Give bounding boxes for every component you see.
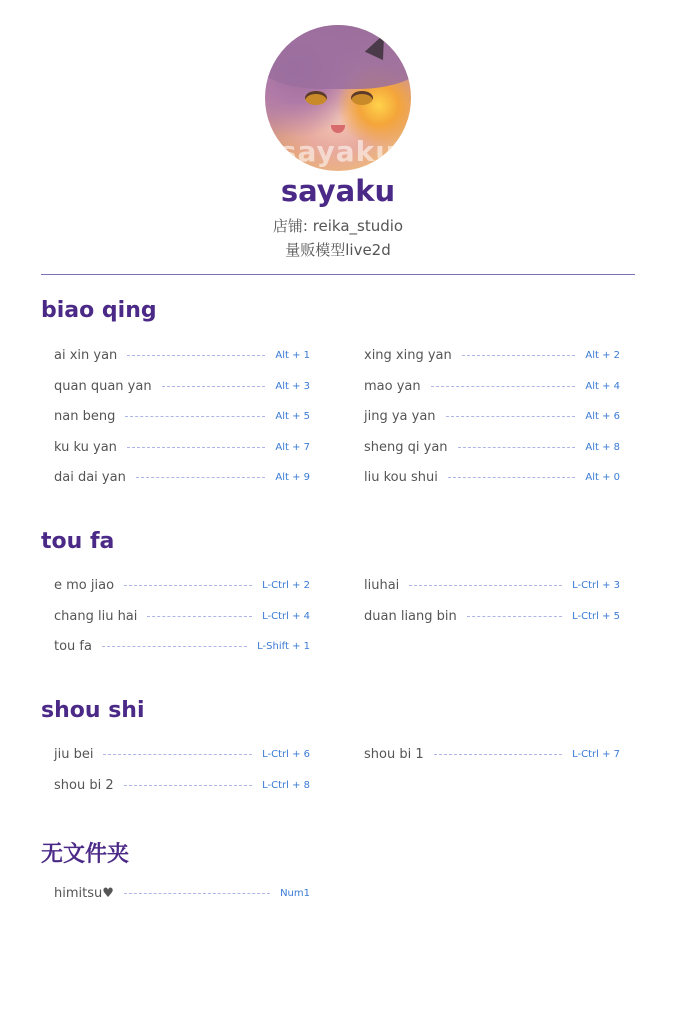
hotkey-key: Alt + 1 [275,349,310,361]
dash-leader [458,447,576,448]
dash-leader [448,477,576,478]
hotkey-key: Alt + 9 [275,471,310,483]
section-title: 无文件夹 [41,842,130,867]
avatar [265,25,411,171]
hotkey-row[interactable] [54,883,310,903]
hotkey-row[interactable] [54,575,310,595]
hotkey-key: Alt + 4 [585,380,620,392]
hotkey-label: tou fa [54,638,92,654]
header-divider [41,274,635,275]
hotkey-key: Alt + 6 [585,410,620,422]
hotkey-label: shou bi 2 [54,777,114,793]
hotkey-key: Alt + 8 [585,441,620,453]
dash-leader [102,646,247,647]
hotkey-row[interactable] [364,437,620,457]
dash-leader [124,785,252,786]
hotkey-key: L-Ctrl + 4 [262,610,310,622]
hotkey-label: duan liang bin [364,608,457,624]
hotkey-row[interactable] [54,406,310,426]
hotkey-row[interactable] [54,467,310,487]
avatar-watermark: sayaku [279,135,397,168]
dash-leader [462,355,576,356]
hotkey-row[interactable] [364,606,620,626]
hotkey-key: Alt + 0 [585,471,620,483]
dash-leader [136,477,266,478]
hotkey-row[interactable] [54,437,310,457]
avatar-mouth [331,125,345,133]
hotkey-label: jing ya yan [364,408,436,424]
dash-leader [162,386,266,387]
avatar-eye-right [351,91,373,105]
dash-leader [127,355,265,356]
dash-leader [127,447,265,448]
hotkey-key: Alt + 5 [275,410,310,422]
hotkey-row[interactable] [54,345,310,365]
dash-leader [467,616,562,617]
hotkey-label: himitsu♥ [54,885,114,901]
section-title: shou shi [41,698,145,723]
section-title: biao qing [41,298,157,323]
hotkey-row[interactable] [54,775,310,795]
hotkey-row[interactable] [364,744,620,764]
hotkey-label: liuhai [364,577,400,593]
hotkey-label: ai xin yan [54,347,118,363]
dash-leader [124,585,252,586]
dash-leader [431,386,576,387]
hotkey-key: L-Ctrl + 7 [572,748,620,760]
hotkey-row[interactable] [364,575,620,595]
dash-leader [103,754,252,755]
hotkey-key: L-Ctrl + 6 [262,748,310,760]
dash-leader [409,585,562,586]
dash-leader [125,416,265,417]
hotkey-label: shou bi 1 [364,746,424,762]
profile-shop: 店铺: reika_studio [272,217,404,235]
hotkey-row[interactable] [364,467,620,487]
dash-leader [124,893,270,894]
hotkey-key: L-Ctrl + 3 [572,579,620,591]
hotkey-label: dai dai yan [54,469,126,485]
hotkey-label: liu kou shui [364,469,438,485]
hotkey-row[interactable] [54,376,310,396]
hotkey-label: quan quan yan [54,378,152,394]
hotkey-label: mao yan [364,378,421,394]
hotkey-key: Alt + 3 [275,380,310,392]
profile-name: sayaku [280,174,396,208]
hotkey-key: L-Ctrl + 2 [262,579,310,591]
hotkey-label: chang liu hai [54,608,138,624]
hotkey-row[interactable] [54,744,310,764]
hotkey-key: Alt + 2 [585,349,620,361]
avatar-hair [265,25,411,89]
profile-description: 量贩模型live2d [285,241,391,259]
hotkey-key: L-Ctrl + 5 [572,610,620,622]
avatar-eye-left [305,91,327,105]
dash-leader [147,616,252,617]
hotkey-row[interactable] [364,345,620,365]
hotkey-label: xing xing yan [364,347,452,363]
hotkey-row[interactable] [364,406,620,426]
hotkey-key: Num1 [280,887,310,899]
dash-leader [434,754,562,755]
hotkey-row[interactable] [54,636,310,656]
hotkey-row[interactable] [364,376,620,396]
hotkey-label: e mo jiao [54,577,115,593]
hotkey-key: L-Shift + 1 [257,640,310,652]
hotkey-label: ku ku yan [54,439,117,455]
dash-leader [446,416,576,417]
hotkey-label: sheng qi yan [364,439,448,455]
section-title: tou fa [41,529,115,554]
hotkey-key: Alt + 7 [275,441,310,453]
hotkey-label: nan beng [54,408,116,424]
hotkey-key: L-Ctrl + 8 [262,779,310,791]
hotkey-row[interactable] [54,606,310,626]
hotkey-label: jiu bei [54,746,94,762]
